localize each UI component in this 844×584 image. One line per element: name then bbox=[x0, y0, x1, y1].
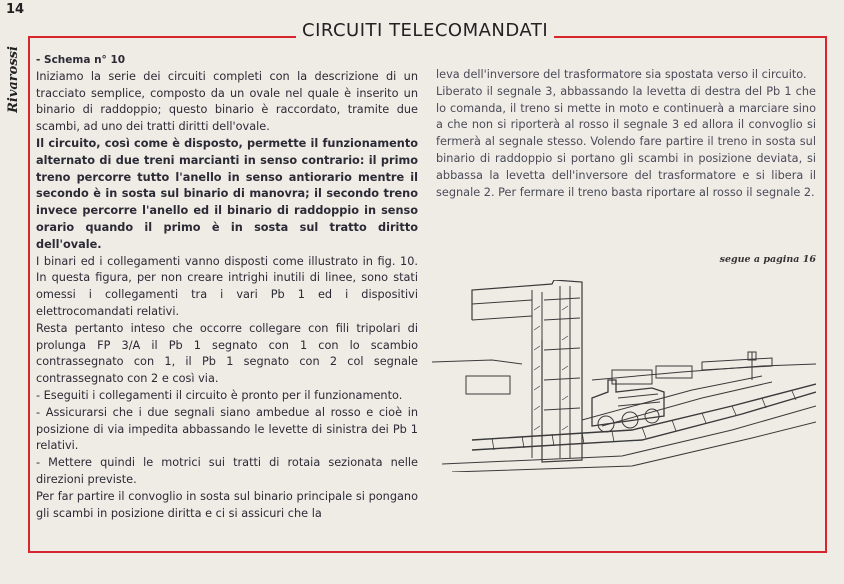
paragraph-intro: Iniziamo la serie dei circuiti completi con la descrizione di un tracciato semplice, composto da un ovale nel quale è inserito un binario di raddoppio; questo binario è raccordato, tramite due scambi, ad uno dei tratti diritti dell'ovale. bbox=[36, 69, 418, 134]
page-title: CIRCUITI TELECOMANDATI bbox=[296, 20, 554, 41]
paragraph-segnali: - Assicurarsi che i due segnali siano ambedue al rosso e cioè in posizione di via impedita abbassando le levette di sinistra dei Pb 1 relativi. bbox=[36, 405, 418, 453]
schema-label: - Schema n° 10 bbox=[36, 54, 126, 66]
paragraph-binari: I binari ed i collegamenti vanno disposti come illustrato in fig. 10. In questa figura, per non creare intrighi inutili di linee, sono stati omessi i collegamenti tra i vari Pb 1 ed i dispositivi elettrocomandati relativi. bbox=[36, 254, 418, 318]
right-column bbox=[436, 67, 816, 201]
paragraph-eseguiti: - Eseguiti i collegamenti il circuito è pronto per il funzionamento. bbox=[36, 388, 403, 402]
paragraph-partenza: Per far partire il convoglio in sosta sul binario principale si pongano gli scambi in posizione diritta e ci si assicuri che la bbox=[36, 489, 418, 520]
brand-text: Rivarossi bbox=[5, 45, 21, 113]
paragraph-liberato: Liberato il segnale 3, abbassando la levetta di destra del Pb 1 che lo comanda, il treno si mette in moto e continuerà a marciare sino a che non si riporterà al rosso il segnale 3 ed allora il convoglio si fermerà al segnale stesso. Volendo fare partire il treno in sosta sul binario di raddoppio si portano gli scambi in posizione deviata, si abbassa la levetta dell'inversore del trasformatore e si libera il segnale 2. Per fermare il treno basta riportare al rosso il segnale 2. bbox=[436, 84, 816, 199]
page-number: 14 bbox=[6, 2, 25, 17]
left-column bbox=[36, 52, 418, 522]
paragraph-motrici: - Mettere quindi le motrici sui tratti di rotaia sezionata nelle direzioni previste. bbox=[36, 456, 418, 486]
brand-logo bbox=[2, 44, 24, 114]
paragraph-collegamenti: Resta pertanto inteso che occorre collegare con fili tripolari di prolunga FP 3/A il Pb 1 segnato con 1 con lo scambio contrassegnato con 1, il Pb 1 segnato con 2 col segnale contrassegnato con 2 e così via. bbox=[36, 321, 418, 386]
railway-illustration bbox=[432, 280, 816, 472]
continuation-note: segue a pagina 16 bbox=[719, 254, 816, 265]
paragraph-inversore: leva dell'inversore del trasformatore sia spostata verso il circuito. bbox=[436, 68, 807, 81]
paragraph-circuit: Il circuito, così come è disposto, permette il funzionamento alternato di due treni marcianti in senso contrario: il primo treno percorre tutto l'anello in senso antiorario mentre il secondo è in sosta sul binario di manovra; il secondo treno invece percorre l'anello ed il binario di raddoppio in senso orario quando il primo è in sosta sul tratto diritto dell'ovale. bbox=[36, 136, 418, 251]
